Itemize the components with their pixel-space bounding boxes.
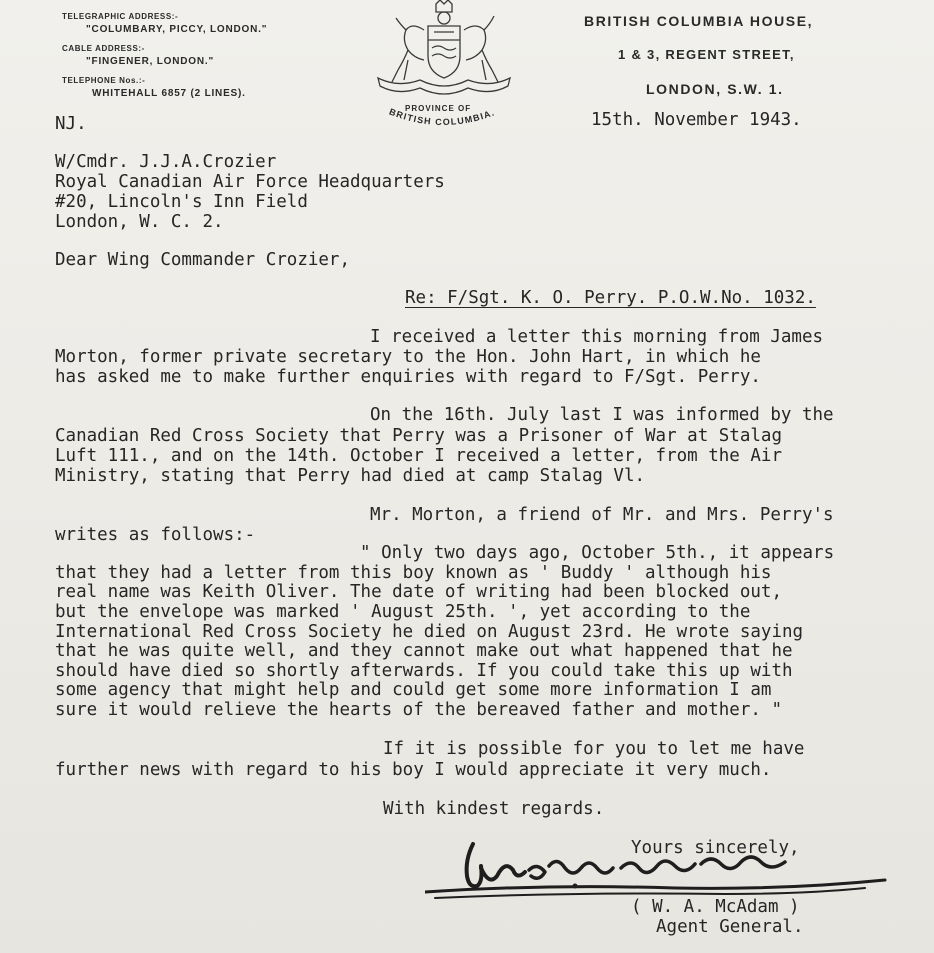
quote-line: real name was Keith Oliver. The date of writing had been blocked out, bbox=[55, 582, 782, 602]
signatory-name: ( W. A. McAdam ) bbox=[631, 897, 800, 917]
crest-caption-arc bbox=[378, 100, 508, 138]
organization-name: BRITISH COLUMBIA HOUSE, bbox=[584, 13, 814, 29]
body-line: I received a letter this morning from James bbox=[370, 327, 824, 347]
street-address: 1 & 3, REGENT STREET, bbox=[618, 47, 795, 62]
quote-line: sure it would relieve the hearts of the bereaved father and mother. " bbox=[55, 700, 782, 720]
signatory-title: Agent General. bbox=[656, 917, 804, 937]
body-line: Morton, former private secretary to the Hon. John Hart, in which he bbox=[55, 347, 761, 367]
quote-line: that they had a letter from this boy known as ' Buddy ' although his bbox=[55, 563, 772, 583]
letter-date: 15th. November 1943. bbox=[591, 110, 802, 130]
city-address: LONDON, S.W. 1. bbox=[646, 81, 784, 97]
crest-caption-bottom: BRITISH COLUMBIA. bbox=[387, 106, 497, 128]
body-line: Luft 111., and on the 14th. October I received a letter, from the Air bbox=[55, 446, 782, 466]
body-line: Canadian Red Cross Society that Perry was a Prisoner of War at Stalag bbox=[55, 426, 782, 446]
subject-line: Re: F/Sgt. K. O. Perry. P.O.W.No. 1032. bbox=[405, 288, 816, 308]
body-line: On the 16th. July last I was informed by the bbox=[370, 405, 834, 425]
regards-line: With kindest regards. bbox=[383, 799, 605, 819]
quote-line: that he was quite well, and they cannot make out what happened that he bbox=[55, 641, 793, 661]
body-line: Ministry, stating that Perry had died at camp Stalag Vl. bbox=[55, 466, 646, 486]
recipient-line: W/Cmdr. J.J.A.Crozier bbox=[55, 152, 277, 172]
quote-line: but the envelope was marked ' August 25th. ', yet according to the bbox=[55, 602, 751, 622]
crest-caption-top: PROVINCE OF bbox=[405, 104, 472, 113]
body-line: Mr. Morton, a friend of Mr. and Mrs. Perry's bbox=[370, 505, 834, 525]
telephone-value: WHITEHALL 6857 (2 LINES). bbox=[92, 88, 246, 99]
handwritten-signature bbox=[425, 836, 895, 906]
telegraphic-label: TELEGRAPHIC ADDRESS:- bbox=[62, 12, 179, 21]
recipient-line: #20, Lincoln's Inn Field bbox=[55, 192, 308, 212]
quote-line: some agency that might help and could get some more information I am bbox=[55, 680, 772, 700]
closing-line: Yours sincerely, bbox=[631, 838, 800, 858]
telephone-label: TELEPHONE Nos.:- bbox=[62, 76, 146, 85]
recipient-line: Royal Canadian Air Force Headquarters bbox=[55, 172, 445, 192]
svg-text:BRITISH COLUMBIA. bbox=[388, 106, 497, 127]
cable-value: "FINGENER, LONDON." bbox=[86, 56, 215, 67]
quote-line: should have died so shortly afterwards. If you could take this up with bbox=[55, 661, 793, 681]
coat-of-arms-emblem bbox=[368, 0, 518, 100]
body-line: further news with regard to his boy I would appreciate it very much. bbox=[55, 760, 772, 780]
body-line: has asked me to make further enquiries with regard to F/Sgt. Perry. bbox=[55, 367, 761, 387]
telegraphic-value: "COLUMBARY, PICCY, LONDON." bbox=[86, 24, 268, 35]
quote-line: International Red Cross Society he died on August 23rd. He wrote saying bbox=[55, 622, 804, 642]
body-line: If it is possible for you to let me have bbox=[383, 739, 805, 759]
body-line: writes as follows:- bbox=[55, 525, 256, 545]
cable-label: CABLE ADDRESS:- bbox=[62, 44, 145, 53]
reference-initials: NJ. bbox=[55, 114, 87, 134]
quote-line: " Only two days ago, October 5th., it appears bbox=[360, 543, 835, 563]
recipient-line: London, W. C. 2. bbox=[55, 212, 224, 232]
salutation: Dear Wing Commander Crozier, bbox=[55, 250, 351, 270]
